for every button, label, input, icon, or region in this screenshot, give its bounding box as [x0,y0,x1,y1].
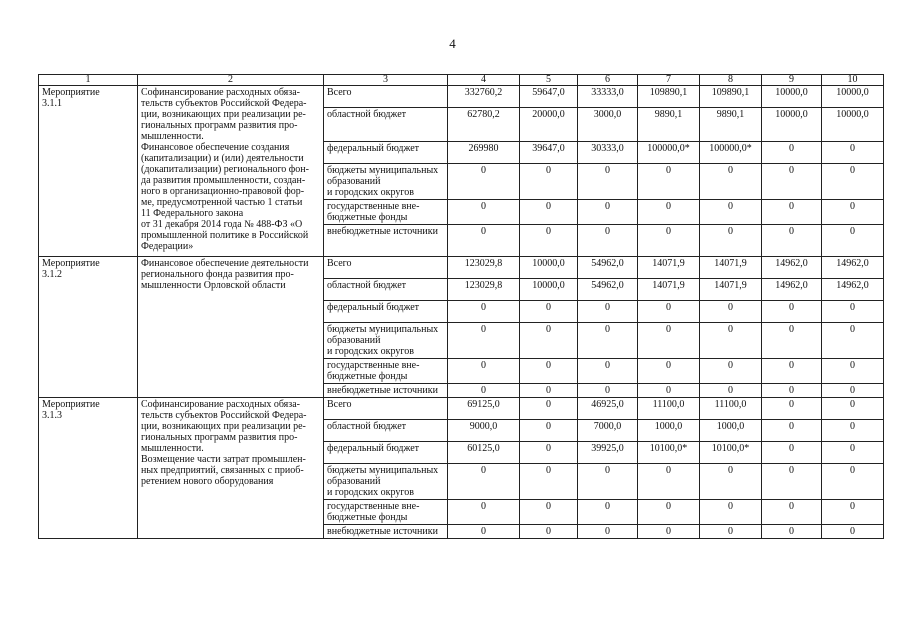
funding-value: 0 [700,525,762,539]
column-number: 7 [638,75,700,86]
funding-source: государственные вне- бюджетные фонды [324,500,448,525]
funding-value: 0 [822,384,884,398]
funding-value: 39647,0 [520,142,578,164]
event-code: Мероприятие 3.1.2 [39,257,138,398]
funding-value: 10100,0* [638,442,700,464]
funding-source: бюджеты муниципальных образований и городских округов [324,323,448,359]
funding-value: 0 [822,420,884,442]
funding-value: 0 [700,464,762,500]
funding-value: 9890,1 [638,108,700,142]
funding-value: 109890,1 [700,86,762,108]
funding-value: 0 [638,164,700,200]
funding-value: 109890,1 [638,86,700,108]
column-number: 1 [39,75,138,86]
funding-value: 0 [762,525,822,539]
funding-value: 54962,0 [578,279,638,301]
column-number: 3 [324,75,448,86]
funding-value: 0 [822,142,884,164]
funding-source: федеральный бюджет [324,142,448,164]
funding-value: 10000,0 [762,108,822,142]
funding-value: 0 [448,525,520,539]
funding-value: 0 [448,500,520,525]
funding-value: 0 [578,464,638,500]
funding-value: 0 [520,359,578,384]
event-description: Финансовое обеспечение деятельности регионального фонда развития про- мышленности Орловской области [138,257,324,398]
funding-value: 14962,0 [822,279,884,301]
funding-value: 0 [448,164,520,200]
table-row [39,398,884,420]
page-number: 4 [449,36,456,51]
event-description: Софинансирование расходных обяза- тельств субъектов Российской Федера- ции, возникающих при реализации ре- гиональных программ развития про- мышленности. Финансовое обеспечение создания (капитализации) и (или) деятельности (докапитализации) регионального фон- да развития промышленности, создан- ного в организационно-правовой фор- ме, предусмотренной частью 1 статьи 11 Федерального закона от 31 декабря 2014 года № 488-ФЗ «О промышленной политике в Российской Федерации» [138,86,324,257]
funding-value: 0 [762,398,822,420]
funding-value: 0 [762,323,822,359]
funding-value: 0 [448,323,520,359]
funding-value: 14071,9 [700,279,762,301]
funding-value: 0 [520,323,578,359]
funding-value: 0 [520,442,578,464]
funding-source: областной бюджет [324,420,448,442]
funding-value: 0 [578,200,638,225]
funding-value: 9890,1 [700,108,762,142]
funding-value: 0 [578,500,638,525]
funding-value: 0 [700,384,762,398]
funding-value: 0 [520,164,578,200]
funding-value: 0 [700,323,762,359]
table-row [39,86,884,108]
event-description: Софинансирование расходных обяза- тельств субъектов Российской Федера- ции, возникающих при реализации ре- гиональных программ развития про- мышленности. Возмещение части затрат промышлен- ных предприятий, связанных с приоб- ретением нового оборудования [138,398,324,539]
funding-value: 11100,0 [638,398,700,420]
funding-value: 0 [638,200,700,225]
funding-source: внебюджетные источники [324,525,448,539]
funding-value: 46925,0 [578,398,638,420]
funding-value: 14962,0 [822,257,884,279]
funding-value: 0 [822,398,884,420]
funding-value: 0 [520,384,578,398]
funding-value: 0 [762,164,822,200]
funding-value: 54962,0 [578,257,638,279]
funding-value: 14071,9 [638,257,700,279]
funding-value: 0 [578,301,638,323]
funding-value: 0 [762,200,822,225]
funding-value: 0 [448,200,520,225]
funding-value: 9000,0 [448,420,520,442]
column-number: 6 [578,75,638,86]
funding-value: 33333,0 [578,86,638,108]
funding-value: 0 [520,200,578,225]
funding-value: 0 [638,323,700,359]
funding-value: 10000,0 [520,279,578,301]
funding-value: 0 [762,359,822,384]
funding-value: 0 [638,525,700,539]
funding-value: 0 [448,464,520,500]
funding-value: 0 [638,500,700,525]
funding-value: 0 [448,359,520,384]
funding-value: 332760,2 [448,86,520,108]
funding-value: 0 [520,525,578,539]
funding-value: 11100,0 [700,398,762,420]
column-number: 5 [520,75,578,86]
funding-value: 1000,0 [700,420,762,442]
funding-value: 0 [822,500,884,525]
table-body [39,75,884,539]
funding-value: 0 [822,200,884,225]
funding-value: 0 [700,359,762,384]
funding-value: 7000,0 [578,420,638,442]
funding-value: 3000,0 [578,108,638,142]
funding-value: 123029,8 [448,257,520,279]
funding-value: 39925,0 [578,442,638,464]
funding-source: бюджеты муниципальных образований и городских округов [324,164,448,200]
funding-value: 0 [520,420,578,442]
funding-value: 0 [822,464,884,500]
funding-value: 269980 [448,142,520,164]
funding-source: государственные вне- бюджетные фонды [324,359,448,384]
funding-value: 0 [822,442,884,464]
funding-source: федеральный бюджет [324,301,448,323]
funding-value: 0 [700,225,762,257]
funding-value: 0 [448,225,520,257]
funding-value: 60125,0 [448,442,520,464]
funding-source: государственные вне- бюджетные фонды [324,200,448,225]
column-number: 8 [700,75,762,86]
table-row [39,257,884,279]
funding-value: 0 [822,359,884,384]
funding-value: 0 [520,464,578,500]
funding-value: 0 [638,301,700,323]
funding-value: 10000,0 [520,257,578,279]
funding-value: 100000,0* [638,142,700,164]
funding-value: 123029,8 [448,279,520,301]
funding-value: 30333,0 [578,142,638,164]
funding-value: 14071,9 [638,279,700,301]
funding-value: 0 [762,500,822,525]
funding-value: 0 [448,301,520,323]
funding-value: 0 [520,500,578,525]
column-number-row [39,75,884,86]
funding-value: 0 [700,500,762,525]
funding-value: 0 [520,398,578,420]
funding-value: 59647,0 [520,86,578,108]
funding-source: внебюджетные источники [324,225,448,257]
funding-source: внебюджетные источники [324,384,448,398]
funding-source: областной бюджет [324,108,448,142]
funding-source: бюджеты муниципальных образований и городских округов [324,464,448,500]
funding-value: 0 [762,464,822,500]
funding-value: 0 [762,301,822,323]
column-number: 4 [448,75,520,86]
funding-value: 14071,9 [700,257,762,279]
funding-value: 0 [700,200,762,225]
funding-value: 0 [762,420,822,442]
column-number: 10 [822,75,884,86]
funding-value: 62780,2 [448,108,520,142]
funding-value: 0 [578,323,638,359]
funding-source: областной бюджет [324,279,448,301]
funding-value: 0 [762,442,822,464]
funding-value: 0 [638,359,700,384]
funding-value: 0 [638,464,700,500]
funding-source: Всего [324,257,448,279]
funding-value: 0 [448,384,520,398]
funding-value: 69125,0 [448,398,520,420]
funding-value: 0 [520,225,578,257]
funding-source: Всего [324,398,448,420]
funding-value: 100000,0* [700,142,762,164]
funding-source: Всего [324,86,448,108]
column-number: 2 [138,75,324,86]
column-number: 9 [762,75,822,86]
funding-value: 0 [578,384,638,398]
funding-source: федеральный бюджет [324,442,448,464]
funding-value: 0 [822,164,884,200]
event-code: Мероприятие 3.1.1 [39,86,138,257]
funding-value: 0 [638,225,700,257]
funding-value: 14962,0 [762,257,822,279]
funding-value: 0 [700,301,762,323]
funding-value: 10000,0 [762,86,822,108]
funding-value: 14962,0 [762,279,822,301]
funding-value: 0 [822,323,884,359]
funding-value: 10000,0 [822,108,884,142]
funding-value: 0 [578,359,638,384]
funding-value: 0 [762,225,822,257]
funding-value: 0 [822,525,884,539]
funding-value: 0 [520,301,578,323]
funding-value: 0 [638,384,700,398]
event-code: Мероприятие 3.1.3 [39,398,138,539]
funding-value: 0 [578,525,638,539]
funding-value: 20000,0 [520,108,578,142]
funding-value: 0 [700,164,762,200]
funding-value: 10100,0* [700,442,762,464]
funding-value: 0 [762,384,822,398]
funding-value: 10000,0 [822,86,884,108]
funding-value: 0 [578,225,638,257]
funding-value: 1000,0 [638,420,700,442]
funding-table [38,74,884,539]
funding-value: 0 [762,142,822,164]
funding-value: 0 [822,225,884,257]
funding-value: 0 [578,164,638,200]
funding-value: 0 [822,301,884,323]
